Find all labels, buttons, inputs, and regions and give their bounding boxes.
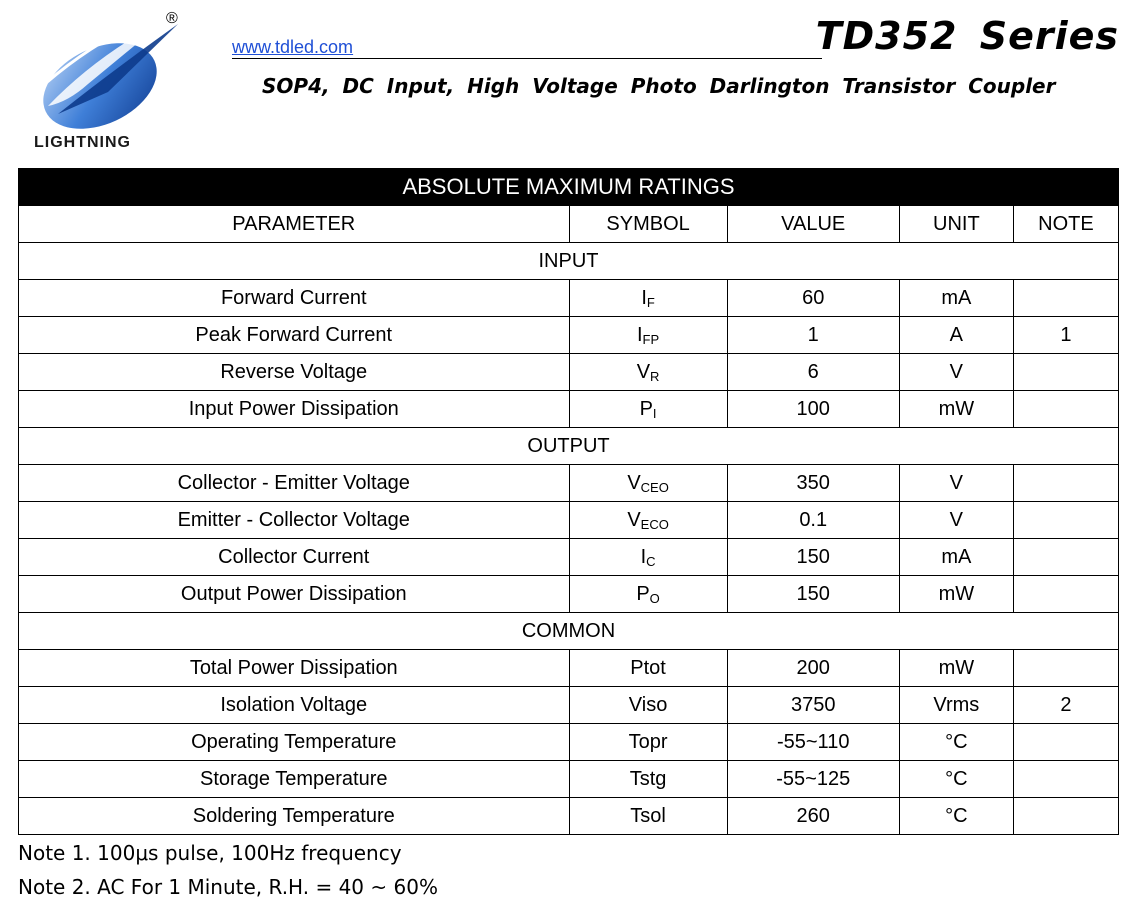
- table-row: [19, 761, 1119, 798]
- logo-wordmark: LIGHTNING: [34, 134, 131, 151]
- parameter-cell: Collector - Emitter Voltage: [19, 465, 570, 502]
- note-cell: [1013, 280, 1118, 317]
- section-row: [19, 243, 1119, 280]
- table-row: [19, 724, 1119, 761]
- website-url[interactable]: www.tdled.com: [232, 37, 354, 57]
- symbol-main: Tsol: [630, 804, 666, 827]
- symbol-main: Tstg: [629, 767, 667, 790]
- parameter-cell: Operating Temperature: [19, 724, 570, 761]
- note-cell: 2: [1013, 687, 1118, 724]
- unit-cell: mA: [899, 539, 1013, 576]
- note-cell: [1013, 539, 1118, 576]
- unit-cell: V: [899, 354, 1013, 391]
- note-cell: [1013, 798, 1118, 835]
- value-cell: 200: [727, 650, 899, 687]
- parameter-cell: Output Power Dissipation: [19, 576, 570, 613]
- symbol-cell: [569, 724, 727, 761]
- note-cell: [1013, 391, 1118, 428]
- section-row: [19, 428, 1119, 465]
- note-cell: [1013, 724, 1118, 761]
- symbol-subscript: F: [646, 294, 655, 310]
- value-cell: -55~110: [727, 724, 899, 761]
- symbol-cell: [569, 317, 727, 354]
- website-link[interactable]: [232, 36, 822, 59]
- notes: [18, 836, 438, 899]
- note-cell: 1: [1013, 317, 1118, 354]
- parameter-cell: Soldering Temperature: [19, 798, 570, 835]
- parameter-cell: Collector Current: [19, 539, 570, 576]
- note-cell: [1013, 465, 1118, 502]
- symbol-main: V: [627, 471, 641, 494]
- note-1: Note 1. 100μs pulse, 100Hz frequency: [18, 841, 402, 865]
- parameter-cell: Emitter - Collector Voltage: [19, 502, 570, 539]
- value-cell: 150: [727, 576, 899, 613]
- value-cell: -55~125: [727, 761, 899, 798]
- symbol-main: I: [636, 323, 643, 346]
- registered-mark: ®: [166, 10, 178, 27]
- note-cell: [1013, 576, 1118, 613]
- symbol-subscript: R: [650, 368, 660, 384]
- symbol-main: P: [636, 582, 650, 605]
- table-row: [19, 317, 1119, 354]
- symbol-cell: [569, 465, 727, 502]
- parameter-cell: Total Power Dissipation: [19, 650, 570, 687]
- series-title: TD352 Series: [815, 14, 1119, 58]
- symbol-subscript: C: [646, 553, 656, 569]
- symbol-cell: [569, 502, 727, 539]
- section-label: OUTPUT: [19, 428, 1119, 465]
- symbol-cell: [569, 576, 727, 613]
- unit-cell: °C: [899, 761, 1013, 798]
- table-row: [19, 391, 1119, 428]
- symbol-cell: [569, 354, 727, 391]
- table-row: [19, 650, 1119, 687]
- note-cell: [1013, 354, 1118, 391]
- symbol-cell: [569, 798, 727, 835]
- unit-cell: °C: [899, 798, 1013, 835]
- symbol-main: Topr: [628, 730, 668, 753]
- table-header-row: [19, 206, 1119, 243]
- value-cell: 350: [727, 465, 899, 502]
- symbol-subscript: O: [649, 590, 660, 606]
- symbol-cell: [569, 280, 727, 317]
- table-row: [19, 539, 1119, 576]
- product-subtitle: SOP4, DC Input, High Voltage Photo Darlington Transistor Coupler: [262, 74, 1056, 98]
- parameter-cell: Storage Temperature: [19, 761, 570, 798]
- symbol-cell: [569, 391, 727, 428]
- column-header: UNIT: [899, 206, 1013, 243]
- column-header: PARAMETER: [19, 206, 570, 243]
- unit-cell: mW: [899, 576, 1013, 613]
- parameter-cell: Input Power Dissipation: [19, 391, 570, 428]
- value-cell: 0.1: [727, 502, 899, 539]
- unit-cell: mA: [899, 280, 1013, 317]
- unit-cell: mW: [899, 391, 1013, 428]
- column-header: SYMBOL: [569, 206, 727, 243]
- value-cell: 100: [727, 391, 899, 428]
- symbol-main: I: [640, 545, 647, 568]
- symbol-main: Ptot: [630, 656, 666, 679]
- symbol-cell: [569, 539, 727, 576]
- note-cell: [1013, 650, 1118, 687]
- table-row: [19, 465, 1119, 502]
- parameter-cell: Forward Current: [19, 280, 570, 317]
- parameter-cell: Peak Forward Current: [19, 317, 570, 354]
- section-row: [19, 613, 1119, 650]
- symbol-main: I: [641, 286, 647, 309]
- note-cell: [1013, 502, 1118, 539]
- table-row: [19, 687, 1119, 724]
- absolute-maximum-ratings-table: [18, 168, 1119, 835]
- value-cell: 150: [727, 539, 899, 576]
- table-row: [19, 280, 1119, 317]
- symbol-cell: [569, 687, 727, 724]
- symbol-subscript: I: [652, 405, 657, 421]
- symbol-main: Viso: [628, 693, 668, 716]
- value-cell: 3750: [727, 687, 899, 724]
- unit-cell: V: [899, 502, 1013, 539]
- parameter-cell: Reverse Voltage: [19, 354, 570, 391]
- table-row: [19, 576, 1119, 613]
- symbol-subscript: FP: [642, 331, 660, 347]
- note-cell: [1013, 761, 1118, 798]
- unit-cell: mW: [899, 650, 1013, 687]
- section-label: INPUT: [19, 243, 1119, 280]
- symbol-main: V: [636, 360, 651, 383]
- note-2: Note 2. AC For 1 Minute, R.H. = 40 ~ 60%: [18, 875, 438, 899]
- symbol-main: P: [639, 397, 653, 420]
- table-row: [19, 798, 1119, 835]
- value-cell: 1: [727, 317, 899, 354]
- value-cell: 60: [727, 280, 899, 317]
- symbol-cell: [569, 650, 727, 687]
- column-header: VALUE: [727, 206, 899, 243]
- unit-cell: A: [899, 317, 1013, 354]
- value-cell: 6: [727, 354, 899, 391]
- unit-cell: V: [899, 465, 1013, 502]
- symbol-subscript: CEO: [640, 479, 669, 495]
- section-label: COMMON: [19, 613, 1119, 650]
- parameter-cell: Isolation Voltage: [19, 687, 570, 724]
- table-title: ABSOLUTE MAXIMUM RATINGS: [19, 169, 1119, 206]
- symbol-subscript: ECO: [640, 516, 669, 532]
- unit-cell: °C: [899, 724, 1013, 761]
- table-title-row: [19, 169, 1119, 206]
- unit-cell: Vrms: [899, 687, 1013, 724]
- symbol-main: V: [627, 508, 641, 531]
- table-row: [19, 354, 1119, 391]
- column-header: NOTE: [1013, 206, 1118, 243]
- value-cell: 260: [727, 798, 899, 835]
- table-row: [19, 502, 1119, 539]
- symbol-cell: [569, 761, 727, 798]
